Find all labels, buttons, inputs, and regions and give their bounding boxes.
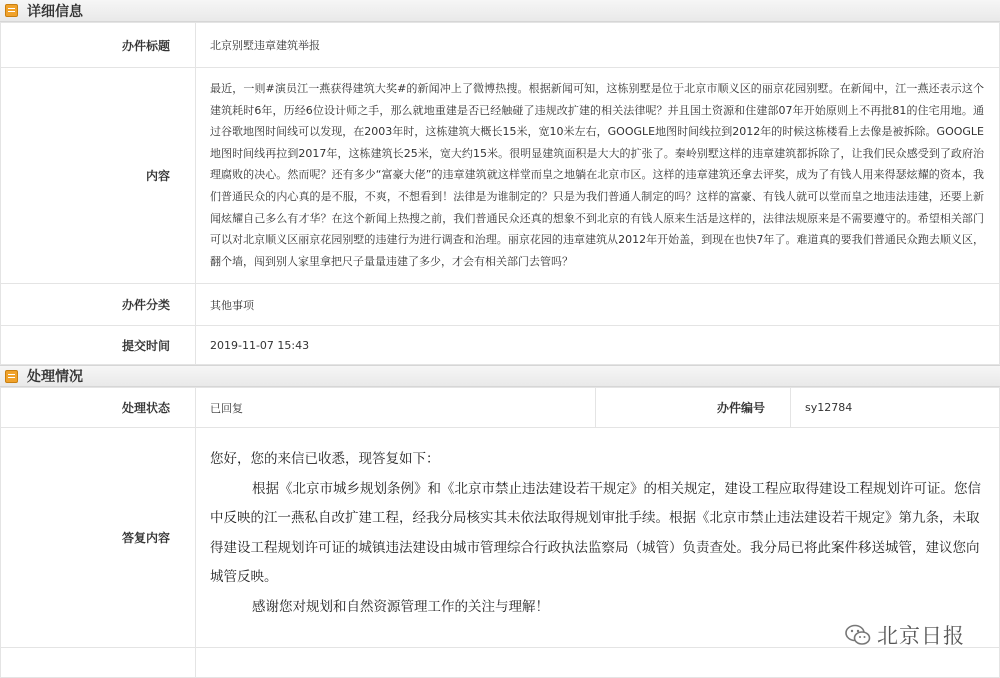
watermark-text: 北京日报 [877, 624, 965, 648]
reply-greeting: 您好，您的来信已收悉，现答复如下： [210, 451, 440, 468]
submit-time-label: 提交时间 [1, 326, 196, 365]
title-label: 办件标题 [1, 23, 196, 68]
content-label: 内容 [1, 68, 196, 284]
reply-label: 答复内容 [1, 428, 196, 648]
document-icon [5, 370, 18, 383]
reply-paragraph: 根据《北京市城乡规划条例》和《北京市禁止违法建设若干规定》的相关规定，建设工程应取得建设工程规划许可证。您信中反映的江一燕私自改扩建工程，经我分局核实其未依法取得规划审批手续。根据《北京市禁止违法建设若干规定》第九条，未取得建设工程规划许可证的城镇违法建设由城市管理综合行政执法监察局（城管）负责查处。我分局已将此案件移送城管，建议您向城管反映。 [210, 480, 981, 586]
category-value: 其他事项 [196, 284, 1000, 326]
submit-time-value: 2019-11-07 15:43 [196, 326, 1000, 365]
detail-section-header [0, 0, 1000, 22]
content-value: 最近，一则#演员江一燕获得建筑大奖#的新闻冲上了微博热搜。根据新闻可知，这栋别墅是位于北京市顺义区的丽京花园别墅。在新闻中，江一燕还表示这个建筑耗时6年，历经6位设计师之手，那么就地重建是否已经触碰了违规改扩建的相关法律呢？并且国土资源和住建部07年开始原则上不再批81的住宅用地。通过谷歌地图时间线可以发现，在2003年时，这栋建筑大概长15米，宽10米左右，GOOGLE地图时间线拉到2012年的时候这栋楼看上去像是被拆除。GOOGLE地图时间线再拉到2017年，这栋建筑长25米，宽大约15米。很明显建筑面积是大大的扩张了。秦岭别墅这样的违章建筑都拆除了，让我们民众感受到了政府治理腐败的决心。然而呢？还有多少“富豪大佬”的违章建筑就这样堂而皇之地躺在北京市区。这样的违章建筑还拿去评奖，成为了有钱人用来得瑟炫耀的资本，我们普通民众的内心真的是不服，不爽，不想看到！法律是为谁制定的？只是为我们普通人制定的吗？这样的富豪、有钱人就可以堂而皇之地违法违建，还要上新闻炫耀自己多么有才华？在这个新闻上热搜之前，我们普通民众还真的想象不到北京的有钱人原来生活是这样的，法律法规原来是不需要遵守的。希望相关部门可以对北京顺义区丽京花园别墅的违建行为进行调查和治理。丽京花园的违章建筑从2012年开始盖，到现在也快7年了。难道真的要我们普通民众跑去顺义区，翻个墙，闯到别人家里拿把尺子量量违建了多少，才会有相关部门去管吗？ [210, 82, 984, 268]
next-row-value [196, 648, 1000, 678]
category-label: 办件分类 [1, 284, 196, 326]
document-icon [5, 4, 18, 17]
number-value: sy12784 [791, 388, 1000, 428]
reply-thanks: 感谢您对规划和自然资源管理工作的关注与理解！ [252, 598, 549, 615]
status-value: 已回复 [196, 388, 596, 428]
status-label: 处理状态 [1, 388, 196, 428]
detail-table [0, 22, 1000, 365]
content-cell [196, 68, 1000, 284]
reply-content [197, 429, 998, 622]
watermark [845, 620, 965, 650]
process-section-header [0, 365, 1000, 387]
wechat-icon [845, 624, 871, 646]
detail-section-title: 详细信息 [27, 3, 83, 20]
number-label: 办件编号 [596, 388, 791, 428]
next-row-label [1, 648, 196, 678]
title-value: 北京别墅违章建筑举报 [196, 23, 1000, 68]
process-section-title: 处理情况 [27, 369, 83, 386]
reply-cell [196, 428, 1000, 648]
